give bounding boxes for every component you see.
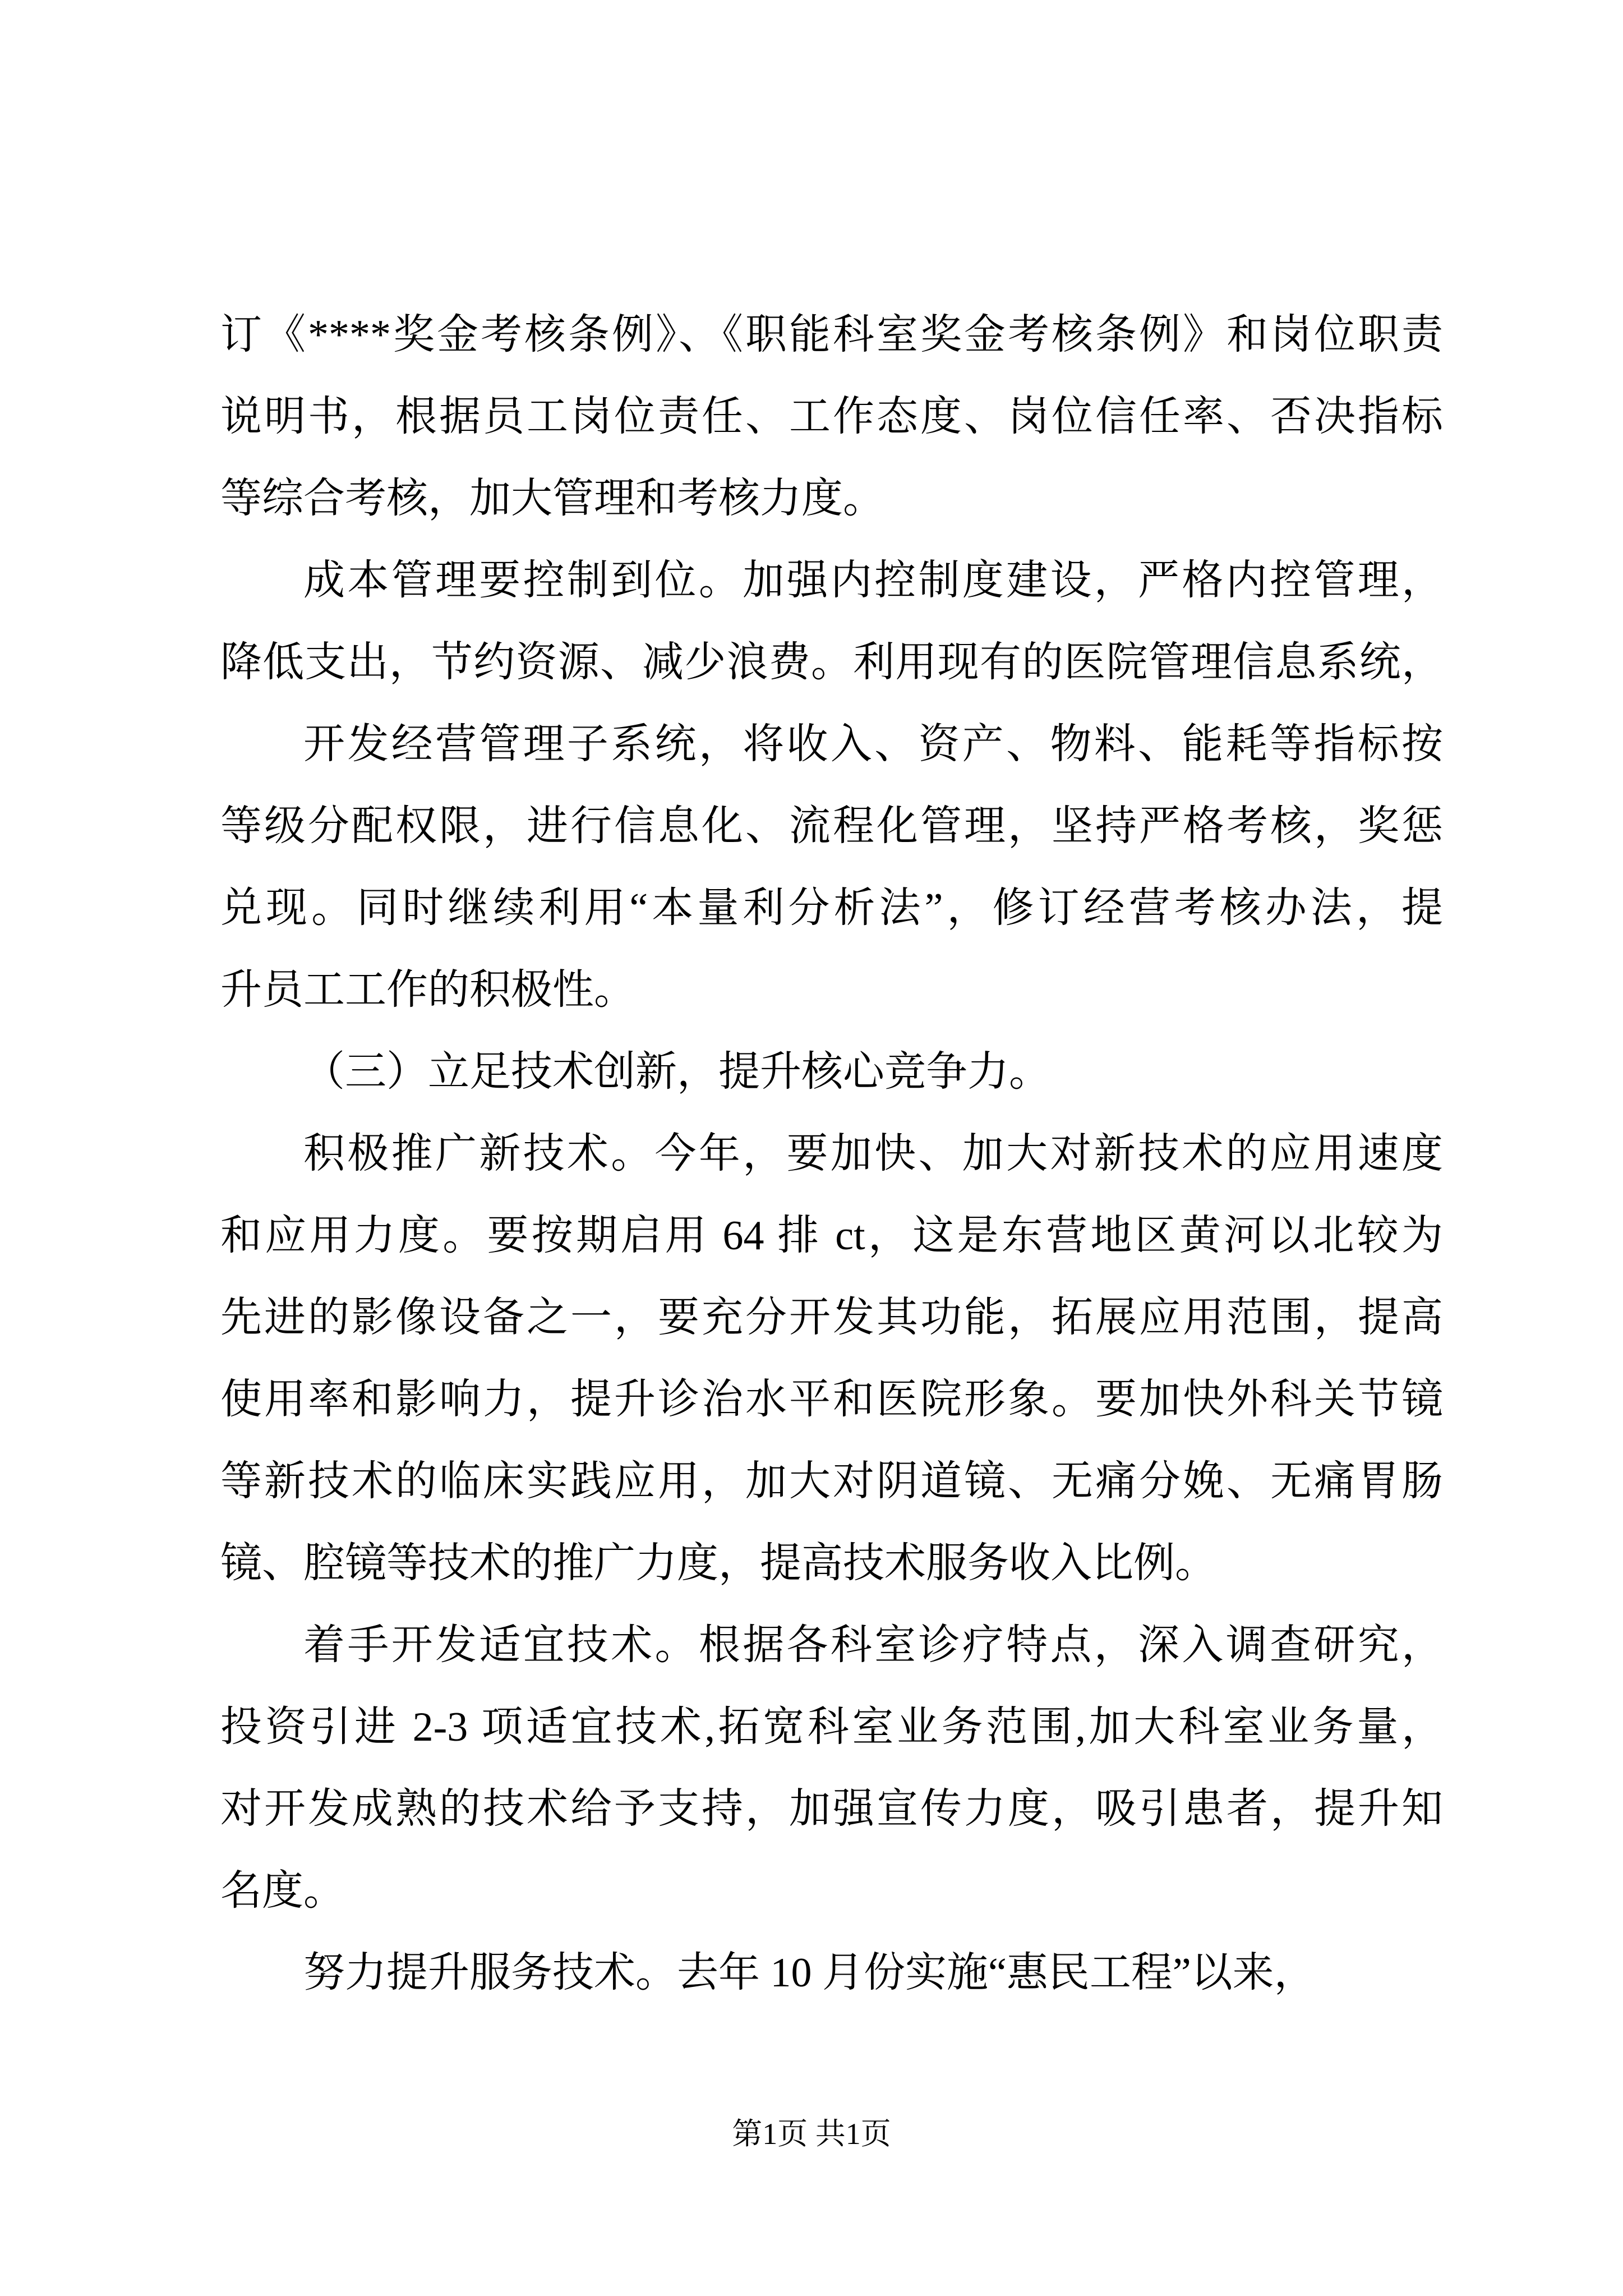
text-line: 等新技术的临床实践应用，加大对阴道镜、无痛分娩、无痛胃肠 — [220, 1458, 1443, 1504]
text-line: 开发经营管理子系统，将收入、资产、物料、能耗等指标按 — [303, 721, 1443, 767]
text-line: 等级分配权限，进行信息化、流程化管理，坚持严格考核，奖惩 — [220, 803, 1443, 849]
text-line: 投资引进 2-3 项适宜技术,拓宽科室业务范围,加大科室业务量， — [220, 1704, 1443, 1750]
text-line: 说明书，根据员工岗位责任、工作态度、岗位信任率、否决指标 — [220, 394, 1443, 440]
text-line: 先进的影像设备之一，要充分开发其功能，拓展应用范围，提高 — [220, 1295, 1443, 1341]
text-line: 积极推广新技术。今年，要加快、加大对新技术的应用速度 — [303, 1131, 1443, 1177]
text-line: 订《****奖金考核条例》、《职能科室奖金考核条例》和岗位职责 — [220, 312, 1443, 358]
text-line: 降低支出，节约资源、减少浪费。利用现有的医院管理信息系统， — [220, 639, 1443, 685]
text-line: 兑现。同时继续利用“本量利分析法”，修订经营考核办法，提 — [220, 885, 1443, 931]
text-line: 等综合考核，加大管理和考核力度。 — [220, 476, 884, 522]
text-line: 着手开发适宜技术。根据各科室诊疗特点，深入调查研究， — [303, 1622, 1443, 1668]
text-line: 对开发成熟的技术给予支持，加强宣传力度，吸引患者，提升知 — [220, 1786, 1443, 1832]
text-line: （三）立足技术创新，提升核心竞争力。 — [303, 1049, 1050, 1095]
document-body — [220, 294, 1443, 2014]
text-line: 升员工工作的积极性。 — [220, 967, 635, 1013]
text-line: 努力提升服务技术。去年 10 月份实施“惠民工程”以来， — [303, 1950, 1316, 1996]
text-line: 成本管理要控制到位。加强内控制度建设，严格内控管理， — [303, 558, 1443, 604]
page-footer: 第1页 共1页 — [732, 2117, 891, 2151]
text-line: 镜、腔镜等技术的推广力度，提高技术服务收入比例。 — [220, 1540, 1216, 1586]
text-line: 使用率和影响力，提升诊治水平和医院形象。要加快外科关节镜 — [220, 1377, 1443, 1423]
text-line: 名度。 — [220, 1868, 345, 1914]
text-line: 和应用力度。要按期启用 64 排 ct，这是东营地区黄河以北较为 — [220, 1213, 1443, 1259]
